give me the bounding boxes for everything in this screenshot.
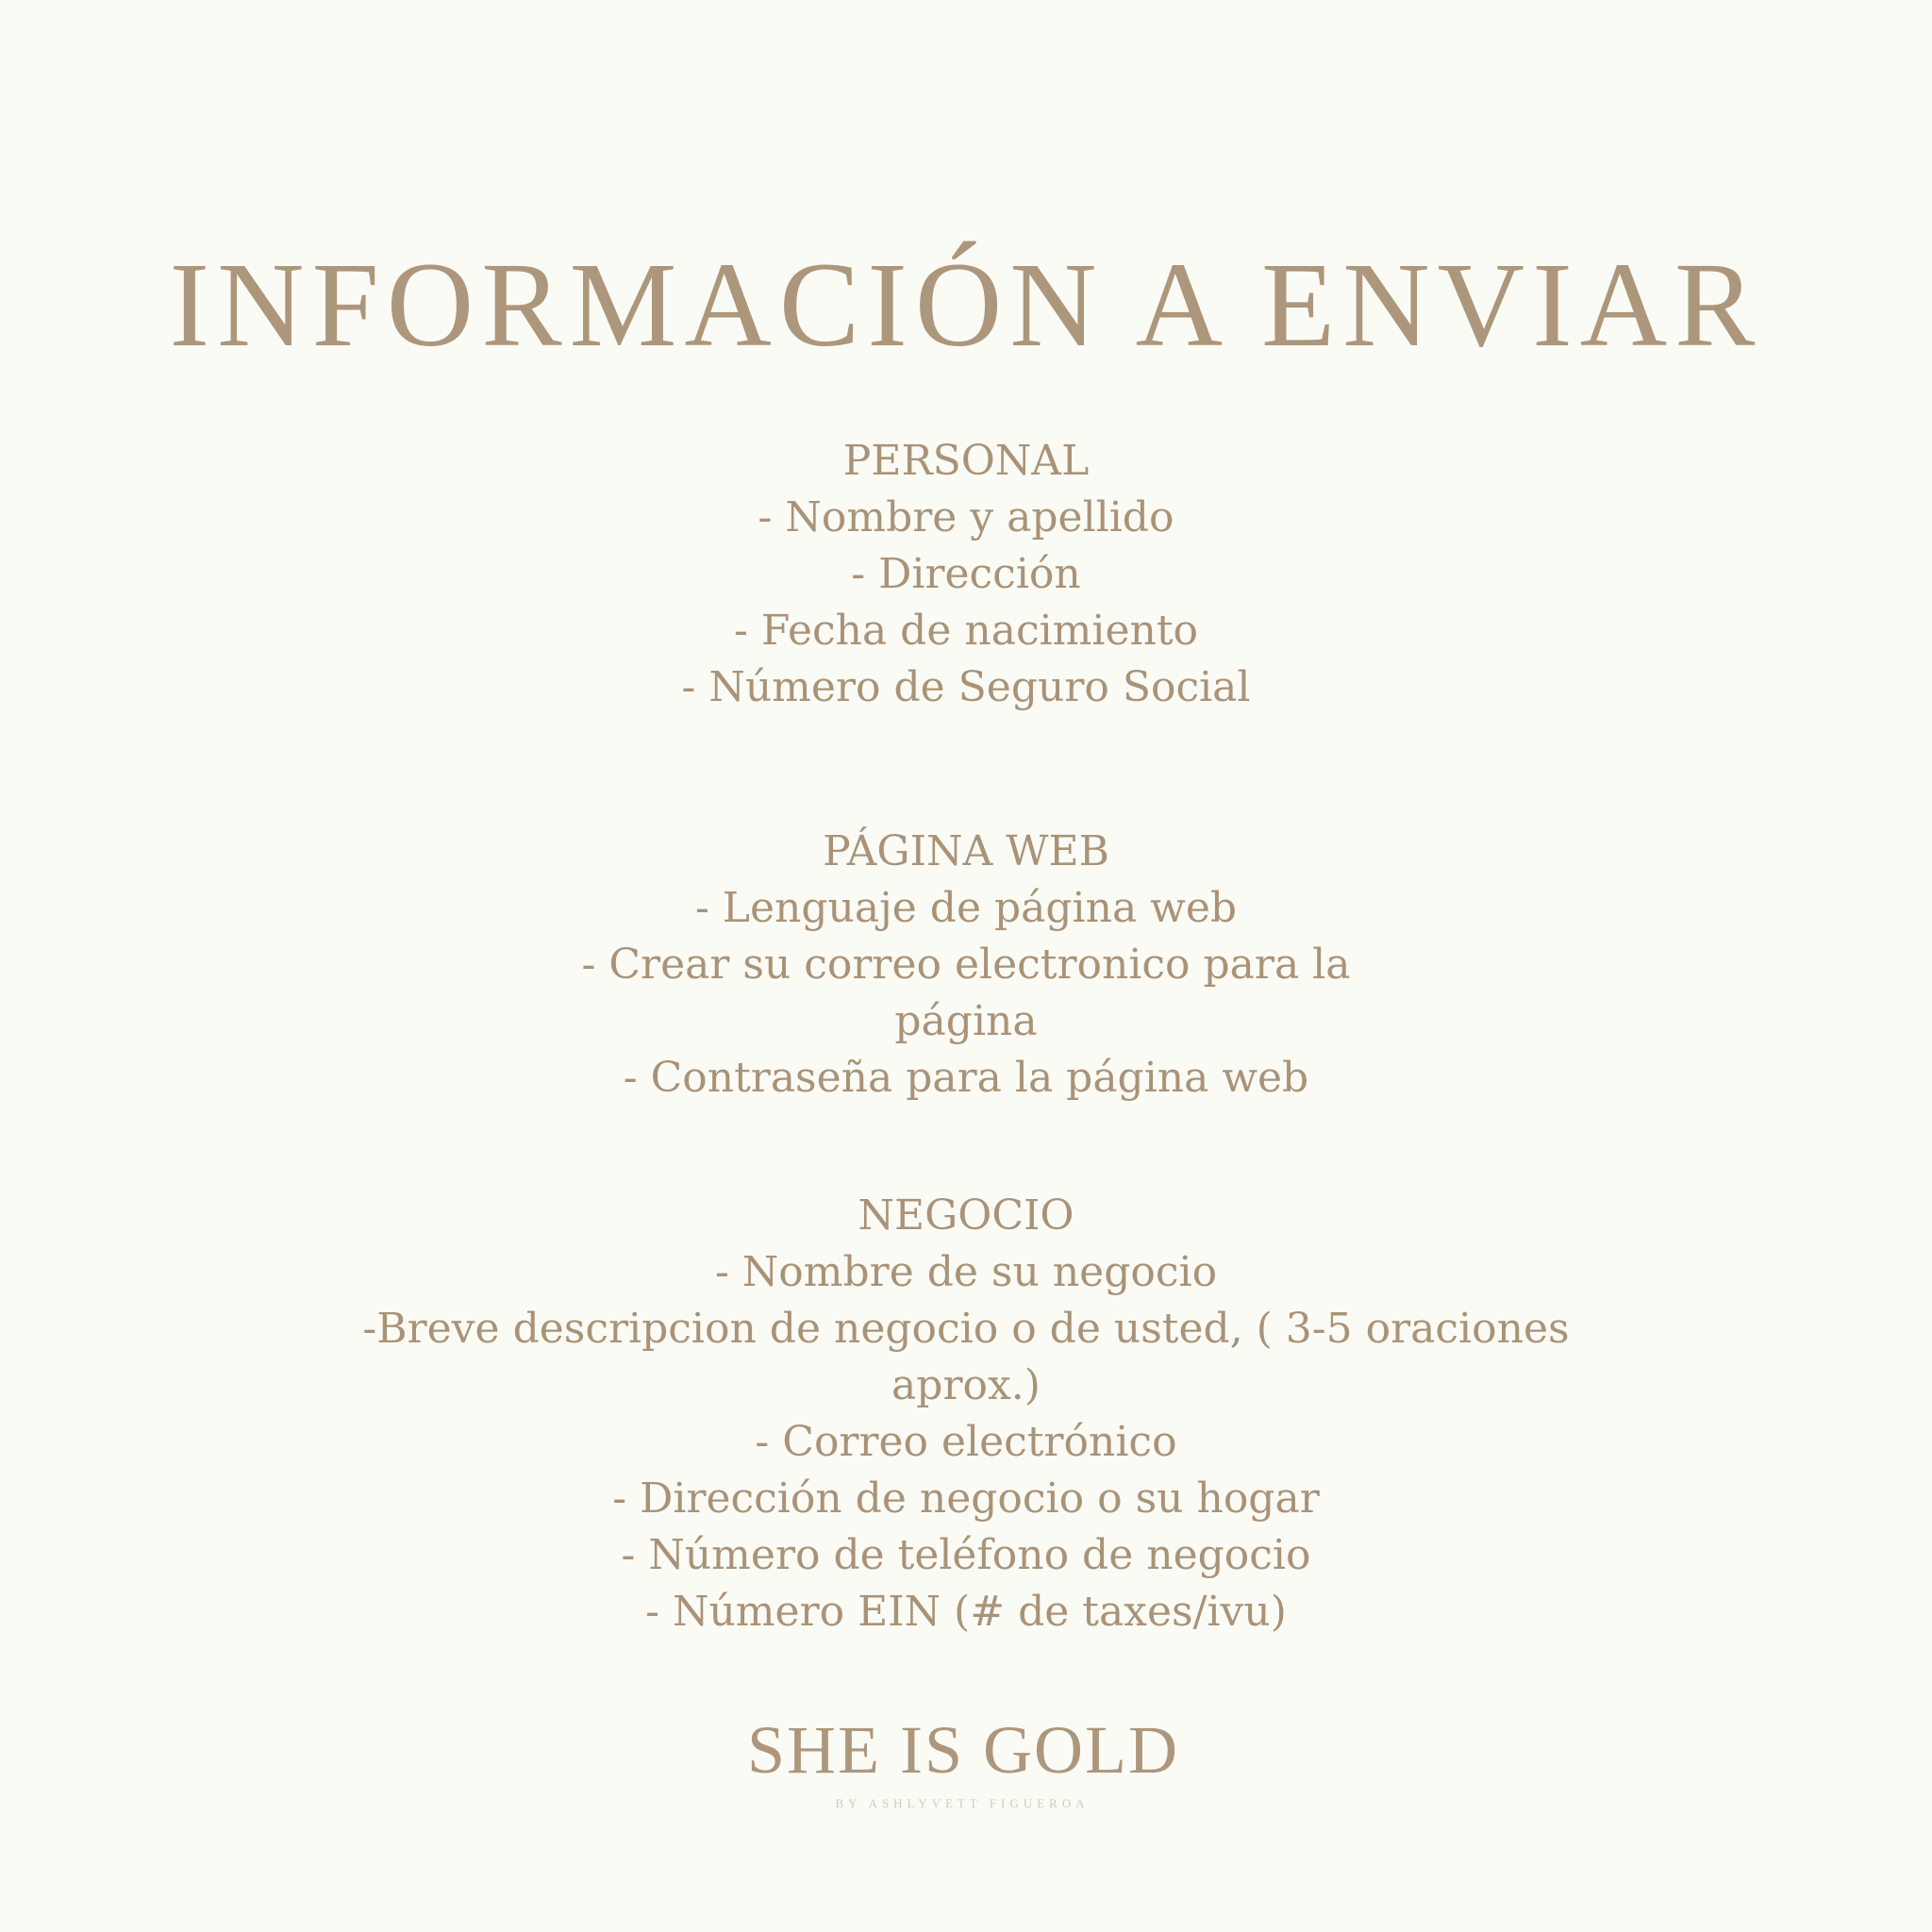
list-item: - Lenguaje de página web (694, 884, 1238, 932)
list-item: - Crear su correo electronico para la (581, 941, 1351, 989)
list-item: - Contraseña para la página web (623, 1054, 1309, 1102)
section-negocio (0, 1188, 1932, 1641)
brand-name: SHE IS GOLD (746, 1712, 1179, 1788)
list-item: - Nombre de su negocio (714, 1248, 1218, 1296)
page-title: INFORMACIÓN A ENVIAR (169, 238, 1763, 372)
brand-subtitle: BY ASHLYVETT FIGUEROA (835, 1796, 1090, 1810)
list-item: - Número EIN (# de taxes/ivu) (645, 1588, 1287, 1636)
list-item: - Dirección (851, 550, 1081, 598)
section-heading: PERSONAL (842, 437, 1090, 485)
list-item: - Fecha de nacimiento (733, 607, 1199, 655)
section-heading: PÁGINA WEB (823, 827, 1109, 875)
section-pagina-web (0, 824, 1932, 1107)
list-item: - Número de teléfono de negocio (621, 1531, 1311, 1579)
list-item: - Dirección de negocio o su hogar (612, 1474, 1320, 1523)
list-item: - Nombre y apellido (758, 493, 1174, 541)
brand-logo (0, 1709, 1932, 1811)
list-item: -Breve descripcion de negocio o de usted, ( 3-5 oraciones (362, 1305, 1570, 1353)
list-item: página (894, 997, 1038, 1045)
section-personal (0, 433, 1932, 716)
list-item: - Número de Seguro Social (681, 663, 1251, 711)
list-item: - Correo electrónico (755, 1418, 1177, 1466)
list-item: aprox.) (891, 1361, 1041, 1409)
section-heading: NEGOCIO (858, 1191, 1074, 1240)
